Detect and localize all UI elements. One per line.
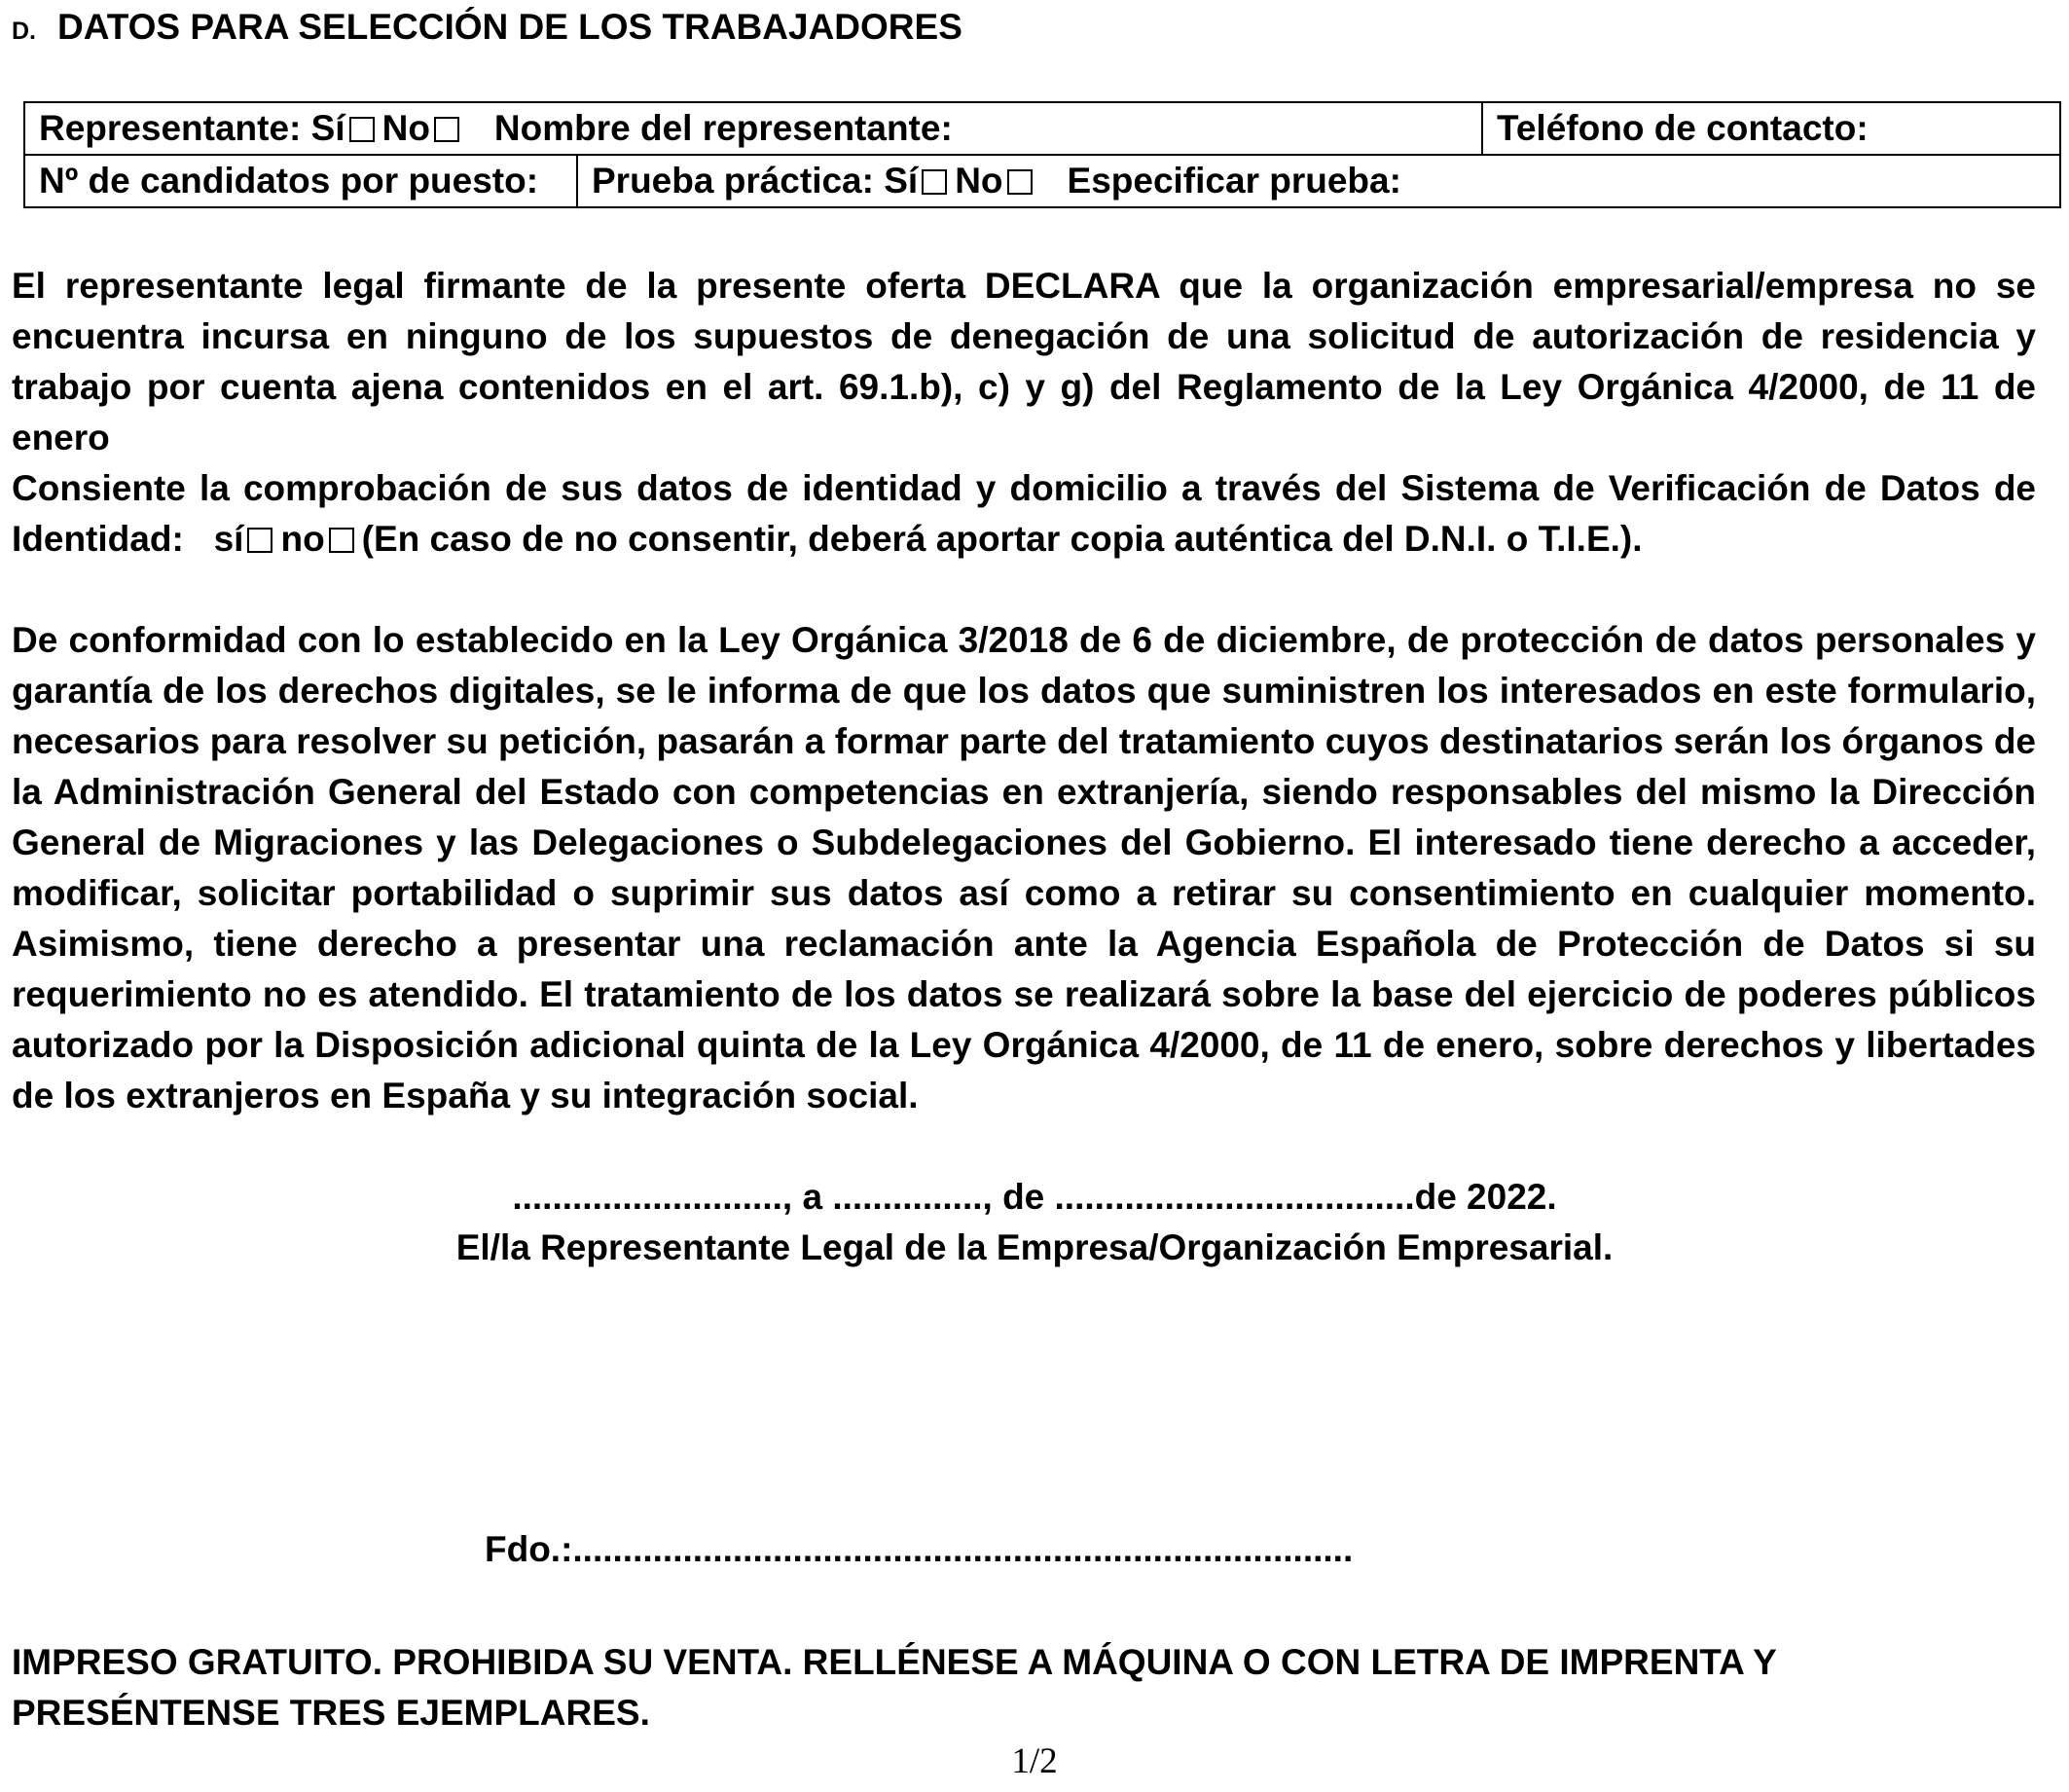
representante-no-label: No [381, 108, 430, 148]
consent-note: (En caso de no consentir, deberá aportar copia auténtica del D.N.I. o T.I.E.). [361, 519, 1643, 559]
prueba-cell [577, 155, 2060, 207]
table-row [24, 155, 2060, 207]
prueba-no-checkbox[interactable] [1007, 169, 1033, 195]
consent-si-label: sí [213, 519, 244, 559]
consent-si-checkbox[interactable] [247, 528, 272, 553]
consent-no-label: no [280, 519, 325, 559]
consent-paragraph [12, 463, 2036, 565]
section-heading [12, 6, 962, 53]
representante-no-checkbox[interactable] [434, 117, 459, 142]
footer-note: IMPRESO GRATUITO. PROHIBIDA SU VENTA. RELLÉNESE A MÁQUINA O CON LETRA DE IMPRENTA Y PRESÉNTENSE TRES EJEMPLARES. [12, 1642, 1777, 1733]
candidatos-cell[interactable] [24, 155, 577, 207]
worker-selection-table [23, 101, 2061, 208]
telefono-label: Teléfono de contacto: [1497, 108, 1869, 148]
section-letter: D. [12, 18, 36, 45]
signature-line: Fdo.:.............................................................................. [485, 1529, 1354, 1569]
signer-role: El/la Representante Legal de la Empresa/Organización Empresarial. [455, 1227, 1614, 1267]
telefono-cell[interactable] [1482, 102, 2060, 155]
representante-si-checkbox[interactable] [349, 117, 375, 142]
place-date-line: ..........................., a ..............., de ....................................de 2022. [512, 1177, 1557, 1217]
prueba-no-label: No [955, 161, 1003, 201]
consent-no-checkbox[interactable] [329, 528, 354, 553]
section-title: DATOS PARA SELECCIÓN DE LOS TRABAJADORES [57, 7, 962, 47]
prueba-label: Prueba práctica: Sí [592, 161, 919, 201]
representante-label: Representante: Sí [39, 108, 345, 148]
especificar-prueba-label: Especificar prueba: [1067, 161, 1401, 201]
privacy-paragraph: De conformidad con lo establecido en la Ley Orgánica 3/2018 de 6 de diciembre, de protección de datos personales y garantía de los derechos digitales, se le informa de que los datos que suministren los interesados en este formulario, necesarios para resolver su petición, pasarán a formar parte del tratamiento cuyos destinatarios serán los órganos de la Administración General del Estado con competencias en extranjería, siendo responsables del mismo la Dirección General de Migraciones y las Delegaciones o Subdelegaciones del Gobierno. El interesado tiene derecho a acceder, modificar, solicitar portabilidad o suprimir sus datos así como a retirar su consentimiento en cualquier momento. Asimismo, tiene derecho a presentar una reclamación ante la Agencia Española de Protección de Datos si su requerimiento no es atendido. El tratamiento de los datos se realizará sobre la base del ejercicio de poderes públicos autorizado por la Disposición adicional quinta de la Ley Orgánica 4/2000, de 11 de enero, sobre derechos y libertades de los extranjeros en España y su integración social. [12, 620, 2036, 1115]
table-row [24, 102, 2060, 155]
prueba-si-checkbox[interactable] [922, 169, 947, 195]
representante-cell [24, 102, 1482, 155]
page-number: 1/2 [1011, 1741, 1058, 1781]
consent-text: Consiente la comprobación de sus datos de identidad y domicilio a través del Sistema de Verificación de Datos de Identidad: [12, 468, 2036, 559]
candidatos-label: Nº de candidatos por puesto: [39, 161, 539, 201]
declaration-paragraph: El representante legal firmante de la presente oferta DECLARA que la organización empresarial/empresa no se encuentra incursa en ninguno de los supuestos de denegación de una solicitud de autorización de residencia y trabajo por cuenta ajena contenidos en el art. 69.1.b), c) y g) del Reglamento de la Ley Orgánica 4/2000, de 11 de enero [12, 266, 2036, 457]
nombre-representante-label: Nombre del representante: [493, 108, 953, 148]
